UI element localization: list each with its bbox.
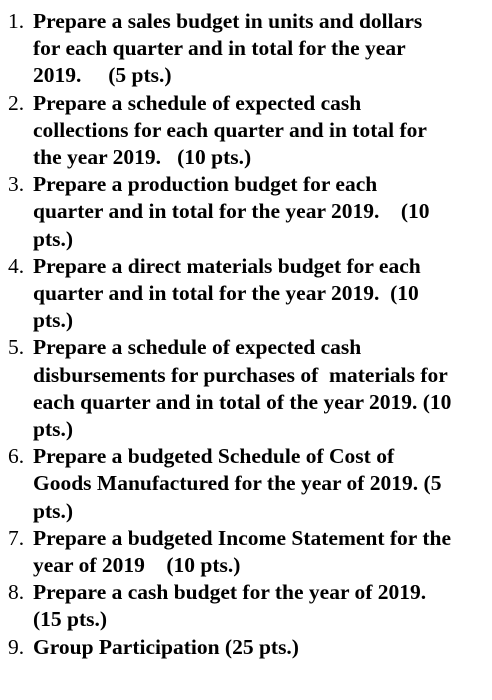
item-line: disbursements for purchases of materials for bbox=[33, 362, 448, 387]
item-number: 1. bbox=[8, 9, 25, 33]
list-item-8 bbox=[0, 579, 492, 633]
list-item-9 bbox=[0, 634, 492, 661]
item-line: Prepare a production budget for each bbox=[33, 172, 378, 197]
item-line: pts.) bbox=[33, 498, 74, 523]
item-number: 4. bbox=[8, 253, 25, 278]
item-line: Prepare a schedule of expected cash bbox=[33, 335, 362, 360]
item-number: 7. bbox=[8, 525, 25, 550]
item-number: 9. bbox=[8, 634, 25, 659]
item-number: 2. bbox=[8, 90, 25, 115]
item-line: Goods Manufactured for the year of 2019. (5 bbox=[33, 471, 442, 496]
item-number: 5. bbox=[8, 335, 25, 360]
item-line: Prepare a cash budget for the year of 2019. bbox=[33, 580, 427, 605]
item-text bbox=[33, 8, 490, 90]
item-text bbox=[33, 171, 490, 253]
item-number: 6. bbox=[8, 444, 25, 469]
list-item-4 bbox=[0, 253, 492, 335]
item-line: quarter and in total for the year 2019. (10 bbox=[33, 281, 419, 306]
item-text bbox=[33, 443, 490, 525]
item-line: 2019. (5 pts.) bbox=[33, 63, 172, 88]
item-line: pts.) bbox=[33, 226, 74, 251]
item-line: each quarter and in total of the year 2019. (10 bbox=[33, 389, 452, 414]
item-line: Prepare a sales budget in units and dollars bbox=[33, 9, 423, 33]
item-number: 8. bbox=[8, 580, 25, 605]
item-text bbox=[33, 334, 490, 443]
item-line: Group Participation (25 pts.) bbox=[33, 634, 299, 659]
item-line: (15 pts.) bbox=[33, 607, 108, 632]
item-text bbox=[33, 525, 490, 579]
item-text bbox=[33, 579, 490, 633]
item-line: Prepare a budgeted Schedule of Cost of bbox=[33, 444, 395, 469]
item-line: Prepare a schedule of expected cash bbox=[33, 90, 362, 115]
item-line: quarter and in total for the year 2019. (10 bbox=[33, 199, 430, 224]
item-line: pts.) bbox=[33, 417, 74, 442]
item-text bbox=[33, 634, 490, 661]
item-line: Prepare a budgeted Income Statement for the bbox=[33, 525, 451, 550]
list-item-7 bbox=[0, 525, 492, 579]
item-text bbox=[33, 90, 490, 172]
item-line: collections for each quarter and in total for bbox=[33, 117, 427, 142]
list-item-3 bbox=[0, 171, 492, 253]
item-line: the year 2019. (10 pts.) bbox=[33, 145, 252, 170]
item-number: 3. bbox=[8, 172, 25, 197]
item-text bbox=[33, 253, 490, 335]
list-item-2 bbox=[0, 90, 492, 172]
item-line: for each quarter and in total for the year bbox=[33, 36, 406, 61]
item-line: year of 2019 (10 pts.) bbox=[33, 553, 241, 578]
item-line: pts.) bbox=[33, 308, 74, 333]
list-item-1 bbox=[0, 8, 492, 90]
assignment-list bbox=[0, 8, 492, 661]
item-line: Prepare a direct materials budget for each bbox=[33, 253, 421, 278]
list-item-6 bbox=[0, 443, 492, 525]
list-item-5 bbox=[0, 334, 492, 443]
